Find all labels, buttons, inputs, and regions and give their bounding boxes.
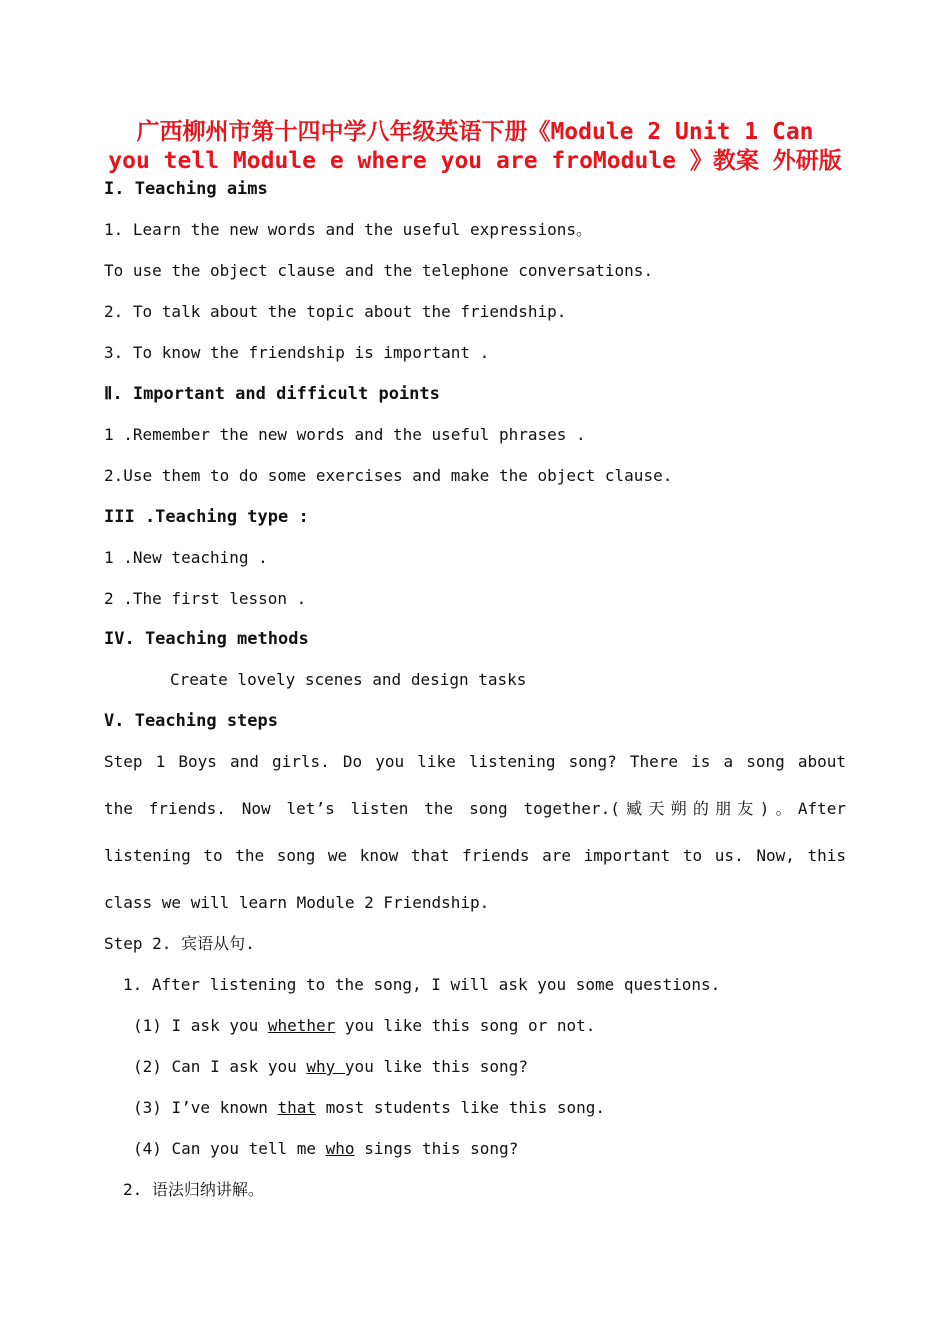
question-3-keyword: that [277,1098,317,1117]
points-item-2: 2.Use them to do some exercises and make the object clause. [104,466,673,485]
question-4 [133,1139,518,1159]
step1-line-1: Step 1 Boys and girls. Do you like listening song? There is a song about [104,752,846,771]
question-2 [133,1057,528,1077]
question-3-prefix: (3) I’ve known [133,1098,278,1117]
question-1-prefix: (1) I ask you [133,1016,268,1035]
question-1-suffix: you like this song or not. [335,1016,596,1035]
question-3-suffix: most students like this song. [316,1098,606,1117]
question-1 [133,1016,595,1036]
question-4-prefix: (4) Can you tell me [133,1139,326,1158]
title-line-1: 广西柳州市第十四中学八年级英语下册《Module 2 Unit 1 Can [136,119,814,145]
type-item-1: 1 .New teaching . [104,548,268,567]
aims-item-3: 3. To know the friendship is important . [104,343,490,362]
question-4-suffix: sings this song? [354,1139,519,1158]
points-item-1: 1 .Remember the new words and the useful phrases . [104,425,586,444]
step2-item-1: 1. After listening to the song, I will ask you some questions. [123,975,721,994]
aims-item-1: 1. Learn the new words and the useful expressions。 [104,220,593,239]
section-heading-type: III .Teaching type : [104,507,309,527]
step2-heading: Step 2. 宾语从句. [104,934,255,953]
section-heading-aims: I. Teaching aims [104,179,268,199]
step1-line-2: the friends. Now let’s listen the song together.(臧天朔的朋友)。After [104,799,846,818]
title-line-2: you tell Module e where you are froModule 》教案 外研版 [108,148,842,174]
section-heading-points: Ⅱ. Important and difficult points [104,384,440,404]
aims-item-2: 2. To talk about the topic about the friendship. [104,302,567,321]
question-4-keyword: who [325,1139,355,1158]
type-item-2: 2 .The first lesson . [104,589,307,608]
question-2-prefix: (2) Can I ask you [133,1057,307,1076]
step2-item-2: 2. 语法归纳讲解。 [123,1180,264,1199]
aims-item-1b: To use the object clause and the telephone conversations. [104,261,654,280]
question-2-keyword: why [306,1057,345,1076]
step1-line-4: class we will learn Module 2 Friendship. [104,893,490,912]
question-3 [133,1098,605,1118]
section-heading-steps: V. Teaching steps [104,711,278,731]
question-1-keyword: whether [267,1016,336,1035]
step1-line-3: listening to the song we know that friends are important to us. Now, this [104,846,846,865]
section-heading-methods: IV. Teaching methods [104,629,309,649]
methods-item-1: Create lovely scenes and design tasks [170,670,527,689]
question-2-suffix: you like this song? [344,1057,528,1076]
document-title [104,118,846,176]
